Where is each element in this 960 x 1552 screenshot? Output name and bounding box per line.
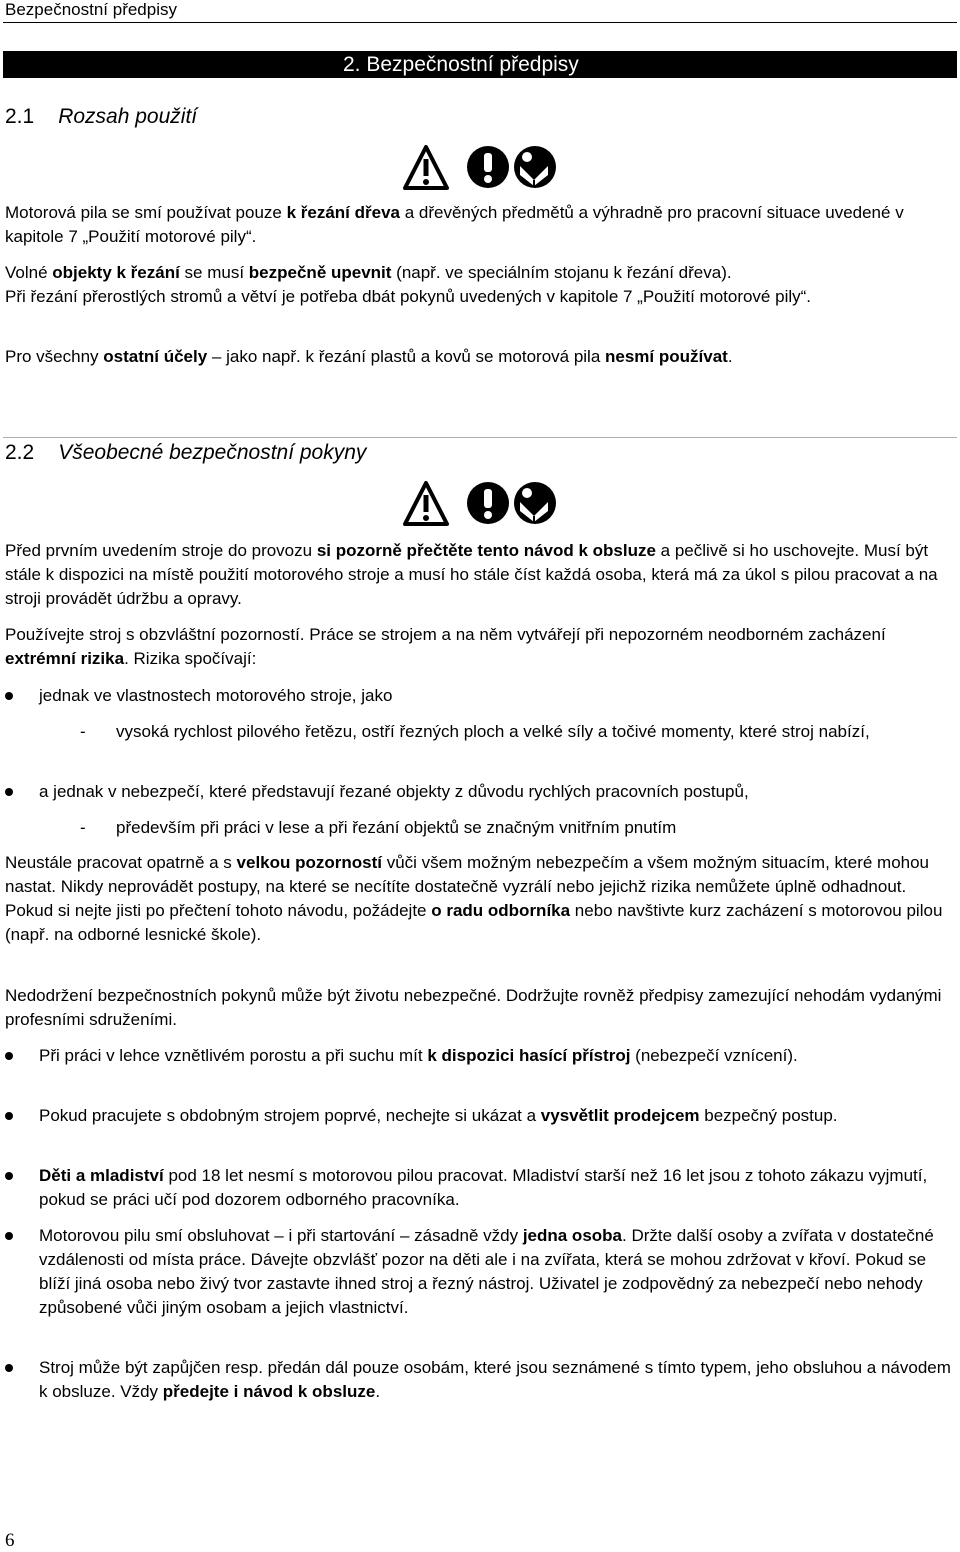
bullet-icon (5, 788, 13, 796)
exclamation-circle-icon (467, 146, 509, 188)
safety-pictograms (402, 144, 558, 192)
bullet-icon (5, 1172, 13, 1180)
paragraph: Motorová pila se smí používat pouze k řezání dřeva a dřevěných předmětů a výhradně pro pracovní situace uvedené v kapitole 7 „Použití motorové pily“. (5, 203, 904, 246)
section-number: 2.2 (5, 441, 35, 464)
paragraph: Nedodržení bezpečnostních pokynů může být životu nebezpečné. Dodržujte rovněž předpisy zamezující nehodám vydanými profesními sdruženími. (5, 986, 942, 1029)
running-header: Bezpečnostní předpisy (5, 0, 177, 19)
safety-pictograms (402, 480, 558, 528)
list-item: Pokud pracujete s obdobným strojem poprvé, nechejte si ukázat a vysvětlit prodejcem bezpečný postup. (39, 1106, 838, 1125)
read-manual-icon (514, 482, 556, 524)
section-title: Rozsah použití (58, 105, 198, 128)
paragraph: Při řezání přerostlých stromů a větví je potřeba dbát pokynů uvedených v kapitole 7 „Použití motorové pily“. (5, 287, 812, 306)
warning-triangle-icon (405, 147, 447, 188)
page-number: 6 (5, 1530, 15, 1551)
exclamation-circle-icon (467, 482, 509, 524)
list-item: Motorovou pilu smí obsluhovat – i při startování – zásadně vždy jedna osoba. Držte další osoby a zvířata v dostatečné vzdálenosti od místa práce. Dávejte obzvlášť pozor na děti ale i na zvířata, která se mohou zdržovat v křoví. Pokud se blíží jiná osoba nebo živý tvor zastavte ihned stroj a řezný nástroj. Uživatel je zodpovědný za nebezpečí nebo nehody způsobené vůči jiným osobam a jejich vlastnictví. (39, 1226, 934, 1317)
paragraph: Před prvním uvedením stroje do provozu si pozorně přečtěte tento návod k obsluze a pečlivě si ho uschovejte. Musí být stále k dispozici na místě použití motorového stroje a musí ho stále číst každá osoba, která má za úkol s pilou pracovat a na stroji provádět údržbu a opravy. (5, 541, 938, 608)
chapter-title-bar (3, 51, 957, 78)
paragraph: Volné objekty k řezání se musí bezpečně upevnit (např. ve speciálním stojanu k řezání dřeva). (5, 263, 732, 282)
paragraph: Neustále pracovat opatrně a s velkou pozorností vůči všem možným nebezpečím a všem možným situacím, které mohou nastat. Nikdy neprovádět postupy, na které se necítíte dostatečně vyzrálí nebo jejichž rizika nemůžete úplně odhadnout. Pokud si nejte jisti po přečtení tohoto návodu, požádejte o radu odborníka nebo navštivte kurz zacházení s motorovou pilou (např. na odborné lesnické škole). (5, 853, 943, 944)
chapter-title: 2. Bezpečnostní předpisy (343, 53, 579, 76)
paragraph: Pro všechny ostatní účely – jako např. k řezání plastů a kovů se motorová pila nesmí používat. (5, 347, 733, 366)
bullet-icon (5, 1364, 13, 1372)
section-heading-2-2 (5, 440, 366, 466)
section-title: Všeobecné bezpečnostní pokyny (58, 441, 367, 464)
section-heading-2-1 (5, 104, 197, 130)
list-item: jednak ve vlastnostech motorového stroje, jako (39, 686, 393, 705)
list-item: Stroj může být zapůjčen resp. předán dál pouze osobám, které jsou seznámené s tímto typem, jeho obsluhou a návodem k obsluze. Vždy předejte i návod k obsluze. (39, 1358, 951, 1401)
list-item: Při práci v lehce vznětlivém porostu a při suchu mít k dispozici hasící přístroj (nebezpečí vznícení). (39, 1046, 798, 1065)
bullet-icon (5, 1112, 13, 1120)
warning-triangle-icon (405, 483, 447, 524)
bullet-icon (5, 1052, 13, 1060)
dash-marker: - (80, 818, 86, 837)
section-divider (3, 437, 957, 438)
sub-list-item: především při práci v lese a při řezání objektů se značným vnitřním pnutím (116, 818, 677, 837)
read-manual-icon (514, 146, 556, 188)
list-item: a jednak v nebezpečí, které představují řezané objekty z důvodu rychlých pracovních postupů, (39, 782, 749, 801)
list-item: Děti a mladiství pod 18 let nesmí s motorovou pilou pracovat. Mladiství starší než 16 let jsou z tohoto zákazu vyjmutí, pokud se práci učí pod dozorem odborného pracovníka. (39, 1166, 928, 1209)
bullet-icon (5, 1232, 13, 1240)
section-number: 2.1 (5, 105, 35, 128)
bullet-icon (5, 692, 13, 700)
header-rule (3, 22, 957, 23)
dash-marker: - (80, 722, 86, 741)
sub-list-item: vysoká rychlost pilového řetězu, ostří řezných ploch a velké síly a točivé momenty, které stroj nabízí, (116, 722, 870, 741)
paragraph: Používejte stroj s obzvláštní pozorností. Práce se strojem a na něm vytvářejí při nepozorném neodborném zacházení extrémní rizika. Rizika spočívají: (5, 625, 886, 668)
